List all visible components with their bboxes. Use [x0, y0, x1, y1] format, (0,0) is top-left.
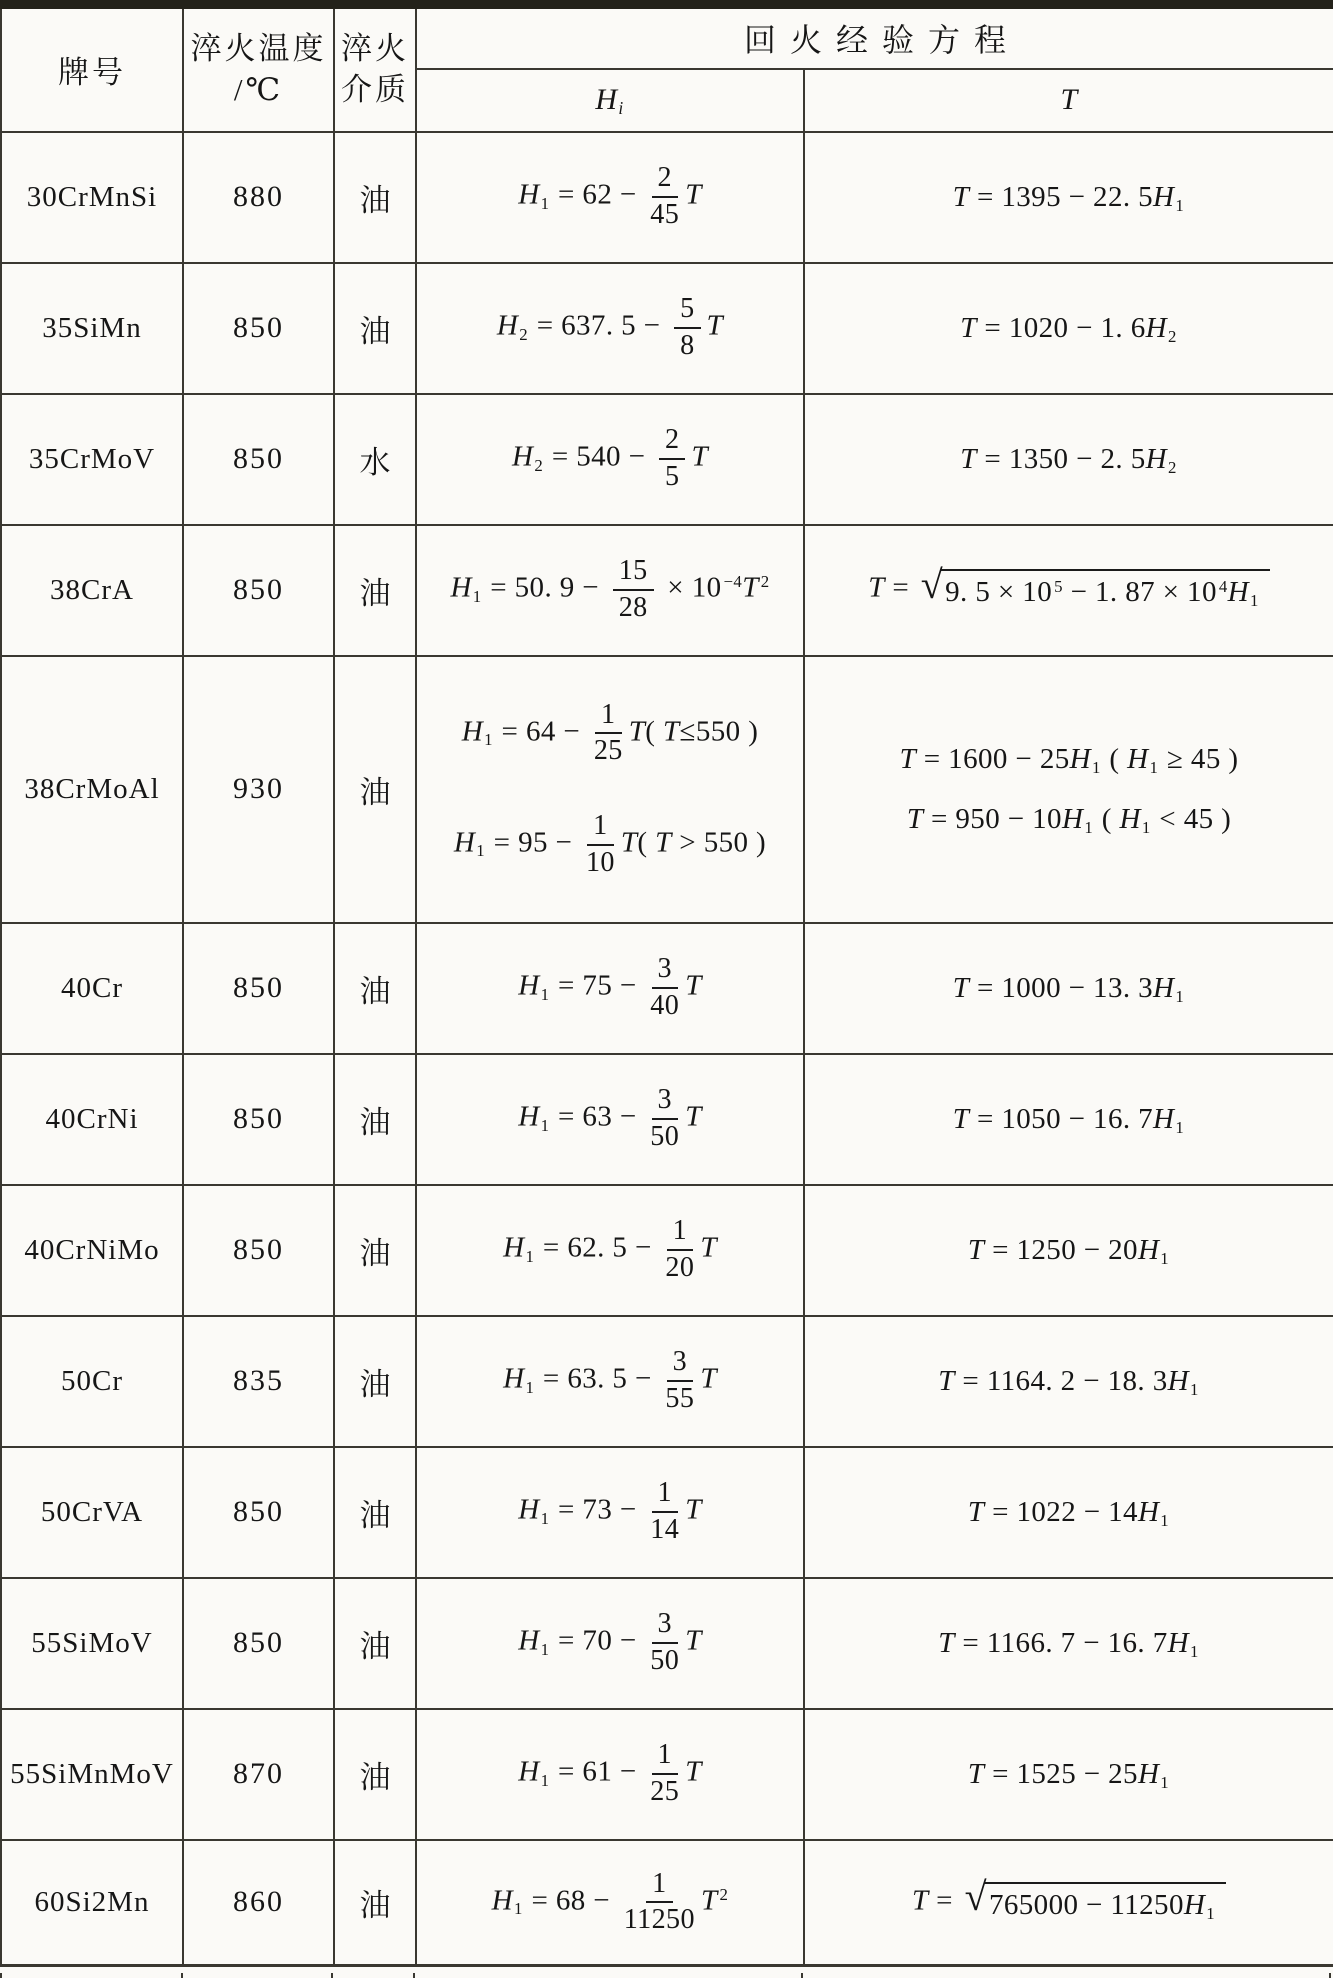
grade-cell: 50Cr [1, 1316, 183, 1447]
grade-cell: 30CrMnSi [1, 132, 183, 263]
equation: H1 = 70 − $\frac{3}{50}$ T [518, 1608, 702, 1676]
t-equation-cell [804, 1316, 1333, 1447]
header-quench-medium-line2: 介质 [341, 71, 409, 107]
hi-equation-cell [416, 1840, 804, 1966]
header-t [804, 69, 1333, 132]
equation: T = 1166. 7 − 16. 7H1 [938, 1626, 1199, 1661]
table-row [1, 1316, 1333, 1447]
t-equation-cell [804, 132, 1333, 263]
grade-cell: 55SiMnMoV [1, 1709, 183, 1840]
medium-cell: 油 [334, 263, 416, 394]
equation: T = 1022 − 14H1 [967, 1495, 1170, 1530]
t-equation-cell [804, 1709, 1333, 1840]
equation: T = 1164. 2 − 18. 3H1 [938, 1364, 1199, 1399]
equation: T = 1050 − 16. 7H1 [952, 1102, 1185, 1137]
equation: T = 1250 − 20H1 [967, 1233, 1170, 1268]
table-row [1, 656, 1333, 923]
hi-equation-cell [416, 1578, 804, 1709]
t-symbol: T [1060, 83, 1078, 117]
header-grade [1, 5, 183, 132]
header-grade-label: 牌号 [58, 55, 126, 91]
temp-cell: 850 [183, 1578, 334, 1709]
temp-cell: 880 [183, 132, 334, 263]
t-equation-cell [804, 1447, 1333, 1578]
temp-cell: 850 [183, 1185, 334, 1316]
grade-cell: 38CrMoAl [1, 656, 183, 923]
medium-cell: 油 [334, 1578, 416, 1709]
header-equation-group [416, 5, 1333, 69]
table-row [1, 1447, 1333, 1578]
hi-equation-cell [416, 1447, 804, 1578]
table-row [1, 132, 1333, 263]
medium-cell: 水 [334, 394, 416, 525]
medium-cell: 油 [334, 1185, 416, 1316]
equation: H1 = 63. 5 − $\frac{3}{55}$ T [503, 1346, 717, 1414]
header-quench-medium [334, 5, 416, 132]
grade-cell: 40CrNiMo [1, 1185, 183, 1316]
temp-cell: 850 [183, 525, 334, 656]
hi-symbol: Hi [595, 83, 624, 119]
grade-cell: 38CrA [1, 525, 183, 656]
medium-cell: 油 [334, 923, 416, 1054]
equation: T = √ 765000 − 11250H1 [912, 1882, 1226, 1923]
temp-cell: 860 [183, 1840, 334, 1966]
table-row [1, 923, 1333, 1054]
equation: H1 = 95 − $\frac{1}{10}$ T( T > 550 ) [453, 810, 767, 878]
t-equation-cell [804, 1054, 1333, 1185]
equation: H1 = 64 − $\frac{1}{25}$ T( T≤550 ) [461, 698, 759, 767]
equation: T = 1395 − 22. 5H1 [952, 180, 1185, 215]
t-equation-cell [804, 525, 1333, 656]
temp-cell: 850 [183, 923, 334, 1054]
medium-cell: 油 [334, 1054, 416, 1185]
table-row [1, 263, 1333, 394]
temp-cell: 930 [183, 656, 334, 923]
equation: T = 1000 − 13. 3H1 [952, 971, 1185, 1006]
medium-cell: 油 [334, 1709, 416, 1840]
equation: T = √ 9. 5 × 10 5 − 1. 87 × 10 4H1 [868, 569, 1270, 610]
medium-cell: 油 [334, 1840, 416, 1966]
table-row [1, 1709, 1333, 1840]
temp-cell: 850 [183, 263, 334, 394]
t-equation-cell [804, 1578, 1333, 1709]
equation: T = 1350 − 2. 5H2 [960, 442, 1177, 477]
grade-cell: 35CrMoV [1, 394, 183, 525]
hi-equation-cell [416, 1054, 804, 1185]
hi-equation-cell [416, 1709, 804, 1840]
hi-equation-cell [416, 1185, 804, 1316]
hi-equation-cell [416, 923, 804, 1054]
grade-cell: 35SiMn [1, 263, 183, 394]
header-hi [416, 69, 804, 132]
t-equation-cell [804, 656, 1333, 923]
grade-cell: 60Si2Mn [1, 1840, 183, 1966]
table-row [1, 1054, 1333, 1185]
grade-cell: 40CrNi [1, 1054, 183, 1185]
header-quench-temp-line1: 淬火温度 [190, 31, 327, 67]
temp-cell: 835 [183, 1316, 334, 1447]
medium-cell: 油 [334, 132, 416, 263]
medium-cell: 油 [334, 656, 416, 923]
header-quench-medium-line1: 淬火 [341, 31, 409, 67]
grade-cell: 40Cr [1, 923, 183, 1054]
t-equation-cell [804, 394, 1333, 525]
medium-cell: 油 [334, 1316, 416, 1447]
header-row-1 [1, 5, 1333, 69]
hi-equation-cell [416, 132, 804, 263]
equation: H1 = 75 − $\frac{3}{40}$ T [518, 953, 702, 1021]
equation: H1 = 62 − $\frac{2}{45}$ T [518, 162, 702, 230]
equation: H1 = 50. 9 − $\frac{15}{28}$ × 10 −4T 2 [450, 555, 770, 623]
table-row [1, 525, 1333, 656]
table-row [1, 1840, 1333, 1966]
equation: T = 1525 − 25H1 [967, 1757, 1170, 1792]
equation: T = 950 − 10H1 ( H1 < 45 ) [906, 803, 1232, 838]
equation: H1 = 68 − $\frac{1}{11250}$ T 2 [491, 1867, 729, 1936]
medium-cell: 油 [334, 525, 416, 656]
t-equation-cell [804, 1840, 1333, 1966]
temp-cell: 870 [183, 1709, 334, 1840]
grade-cell: 55SiMoV [1, 1578, 183, 1709]
equation: H2 = 540 − $\frac{2}{5}$ T [512, 424, 708, 492]
hi-equation-cell [416, 263, 804, 394]
header-quench-temp-line2: /℃ [233, 71, 284, 107]
medium-cell: 油 [334, 1447, 416, 1578]
grade-cell: 50CrVA [1, 1447, 183, 1578]
table-row [1, 1578, 1333, 1709]
equation: H1 = 61 − $\frac{1}{25}$ T [518, 1739, 702, 1807]
equation: T = 1600 − 25H1 ( H1 ≥ 45 ) [899, 742, 1239, 777]
header-equation-group-label: 回火经验方程 [744, 22, 1021, 59]
table-row [1, 1185, 1333, 1316]
hi-equation-cell [416, 525, 804, 656]
equation: H2 = 637. 5 − $\frac{5}{8}$ T [496, 293, 724, 361]
temp-cell: 850 [183, 1054, 334, 1185]
equation: H1 = 73 − $\frac{1}{14}$ T [518, 1477, 702, 1545]
hi-equation-cell [416, 394, 804, 525]
hi-equation-cell [416, 1316, 804, 1447]
table-row [1, 394, 1333, 525]
equation: H1 = 62. 5 − $\frac{1}{20}$ T [503, 1215, 717, 1283]
equation: H1 = 63 − $\frac{3}{50}$ T [518, 1084, 702, 1152]
equation: T = 1020 − 1. 6H2 [960, 311, 1177, 346]
t-equation-cell [804, 1185, 1333, 1316]
t-equation-cell [804, 263, 1333, 394]
header-quench-temp [183, 5, 334, 132]
hi-equation-cell [416, 656, 804, 923]
temp-cell: 850 [183, 1447, 334, 1578]
t-equation-cell [804, 923, 1333, 1054]
temp-cell: 850 [183, 394, 334, 525]
